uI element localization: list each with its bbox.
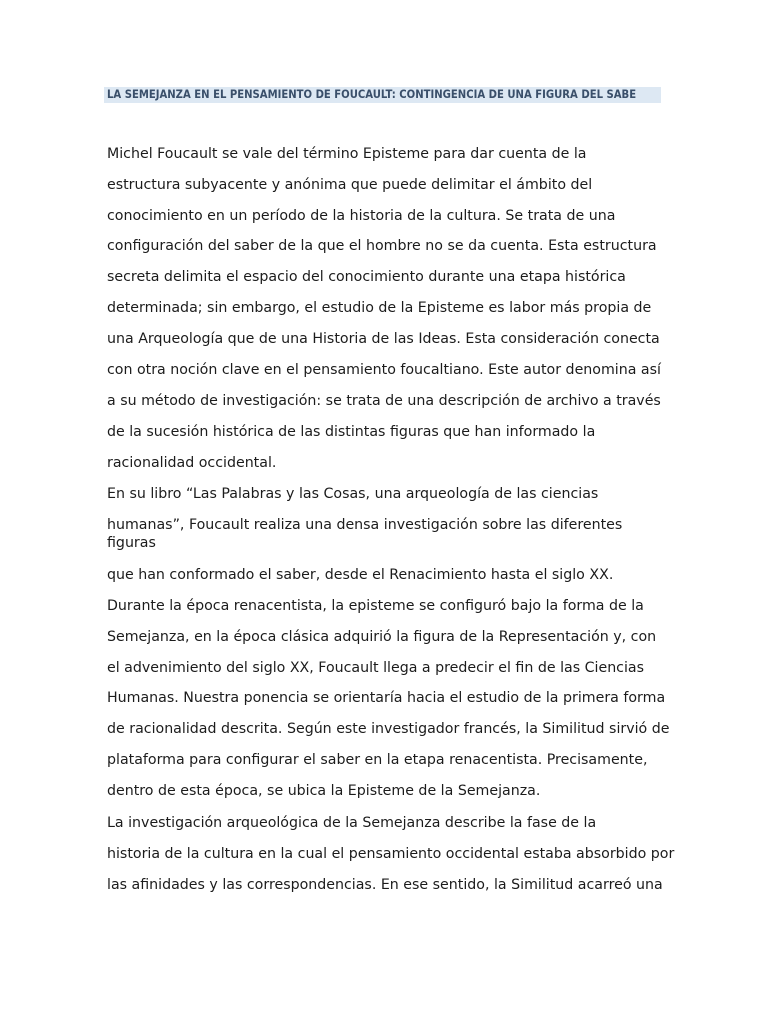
body-line: humanas”, Foucault realiza una densa investigación sobre las diferentes: [107, 517, 623, 533]
body-line: La investigación arqueológica de la Semejanza describe la fase de la: [107, 815, 597, 831]
document-title: LA SEMEJANZA EN EL PENSAMIENTO DE FOUCAULT: CONTINGENCIA DE UNA FIGURA DEL SABE: [107, 88, 637, 101]
body-line: configuración del saber de la que el hombre no se da cuenta. Esta estructura: [107, 238, 657, 254]
body-line: figuras: [107, 535, 156, 551]
body-line: Semejanza, en la época clásica adquirió la figura de la Representación y, con: [107, 629, 657, 645]
body-line: determinada; sin embargo, el estudio de la Episteme es labor más propia de: [107, 300, 652, 316]
body-line: racionalidad occidental.: [107, 455, 277, 471]
body-line: el advenimiento del siglo XX, Foucault llega a predecir el fin de las Ciencias: [107, 660, 645, 676]
body-line: con otra noción clave en el pensamiento foucaltiano. Este autor denomina así: [107, 362, 661, 378]
body-line: historia de la cultura en la cual el pensamiento occidental estaba absorbido por: [107, 846, 675, 862]
body-line: de racionalidad descrita. Según este investigador francés, la Similitud sirvió de: [107, 721, 670, 737]
body-line: conocimiento en un período de la historia de la cultura. Se trata de una: [107, 208, 616, 224]
body-line: plataforma para configurar el saber en la etapa renacentista. Precisamente,: [107, 752, 648, 768]
body-line: las afinidades y las correspondencias. En ese sentido, la Similitud acarreó una: [107, 877, 663, 893]
body-line: dentro de esta época, se ubica la Episteme de la Semejanza.: [107, 783, 541, 799]
body-line: que han conformado el saber, desde el Renacimiento hasta el siglo XX.: [107, 567, 614, 583]
body-line: Michel Foucault se vale del término Episteme para dar cuenta de la: [107, 146, 587, 162]
body-line: Durante la época renacentista, la episteme se configuró bajo la forma de la: [107, 598, 644, 614]
body-line: de la sucesión histórica de las distintas figuras que han informado la: [107, 424, 596, 440]
body-line: una Arqueología que de una Historia de las Ideas. Esta consideración conecta: [107, 331, 660, 347]
body-line: estructura subyacente y anónima que puede delimitar el ámbito del: [107, 177, 593, 193]
body-line: a su método de investigación: se trata de una descripción de archivo a través: [107, 393, 661, 409]
body-line: Humanas. Nuestra ponencia se orientaría hacia el estudio de la primera forma: [107, 690, 666, 706]
body-line: secreta delimita el espacio del conocimiento durante una etapa histórica: [107, 269, 626, 285]
body-line: En su libro “Las Palabras y las Cosas, una arqueología de las ciencias: [107, 486, 599, 502]
